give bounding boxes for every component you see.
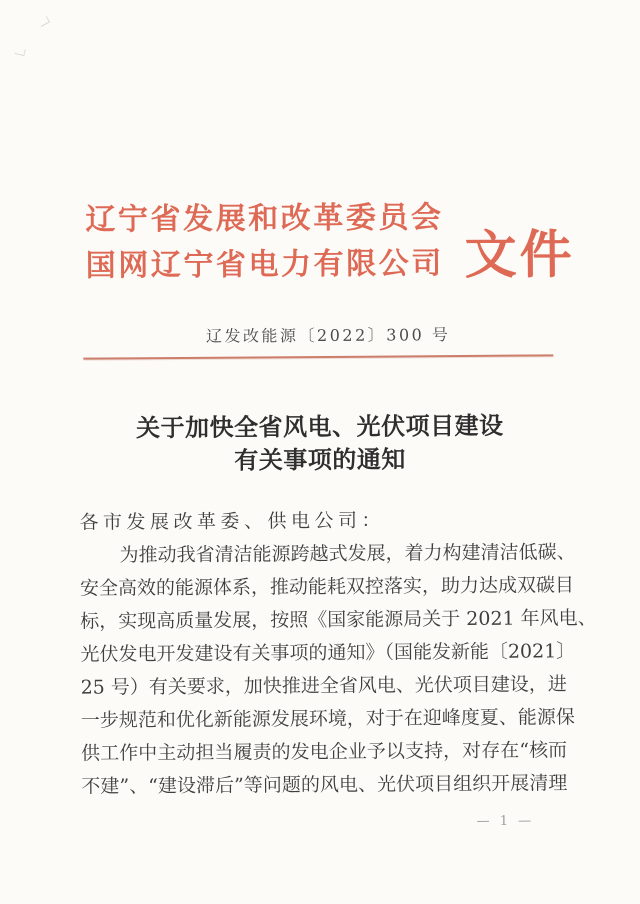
doc-type-label: 文件 xyxy=(464,225,575,286)
letterhead-org-1: 辽宁省发展和改革委员会 xyxy=(85,200,444,238)
body-line: 一步规范和优化新能源发展环境，对于在迎峰度夏、能源保 xyxy=(80,706,575,732)
document-title-line-2: 有关事项的通知 xyxy=(234,444,406,475)
body-line: 25 号）有关要求，加快推进全省风电、光伏项目建设，进 xyxy=(80,673,567,699)
body-line: 为推动我省清洁能源跨越式发展，着力构建清洁低碳、 xyxy=(119,541,576,567)
red-divider-rule xyxy=(83,354,553,359)
document-title xyxy=(0,408,640,478)
document-title-line-1: 关于加快全省风电、光伏项目建设 xyxy=(135,410,504,443)
letterhead-org-2: 国网辽宁省电力有限公司 xyxy=(85,246,444,284)
pencil-mark-icon xyxy=(38,16,50,27)
document-body xyxy=(79,503,597,803)
page-number: — 1 — xyxy=(476,813,535,829)
pencil-mark-icon xyxy=(15,47,26,56)
letterhead xyxy=(85,195,444,289)
doc-number: 辽发改能源〔2022〕300 号 xyxy=(205,325,451,346)
body-line: 安全高效的能源体系，推动能耗双控落实，助力达成双碳目 xyxy=(79,574,575,600)
body-line: 光伏发电开发建设有关事项的通知》（国能发新能〔2021〕 xyxy=(80,640,576,666)
salutation: 各市发展改革委、供电公司： xyxy=(79,509,386,534)
body-line: 不建”、“建设滞后”等问题的风电、光伏项目组织开展清理 xyxy=(81,772,568,798)
body-line: 标，实现高质量发展，按照《国家能源局关于 2021 年风电、 xyxy=(80,607,597,633)
body-line: 供工作中主动担当履责的发电企业予以支持，对存在“核而 xyxy=(81,739,568,765)
